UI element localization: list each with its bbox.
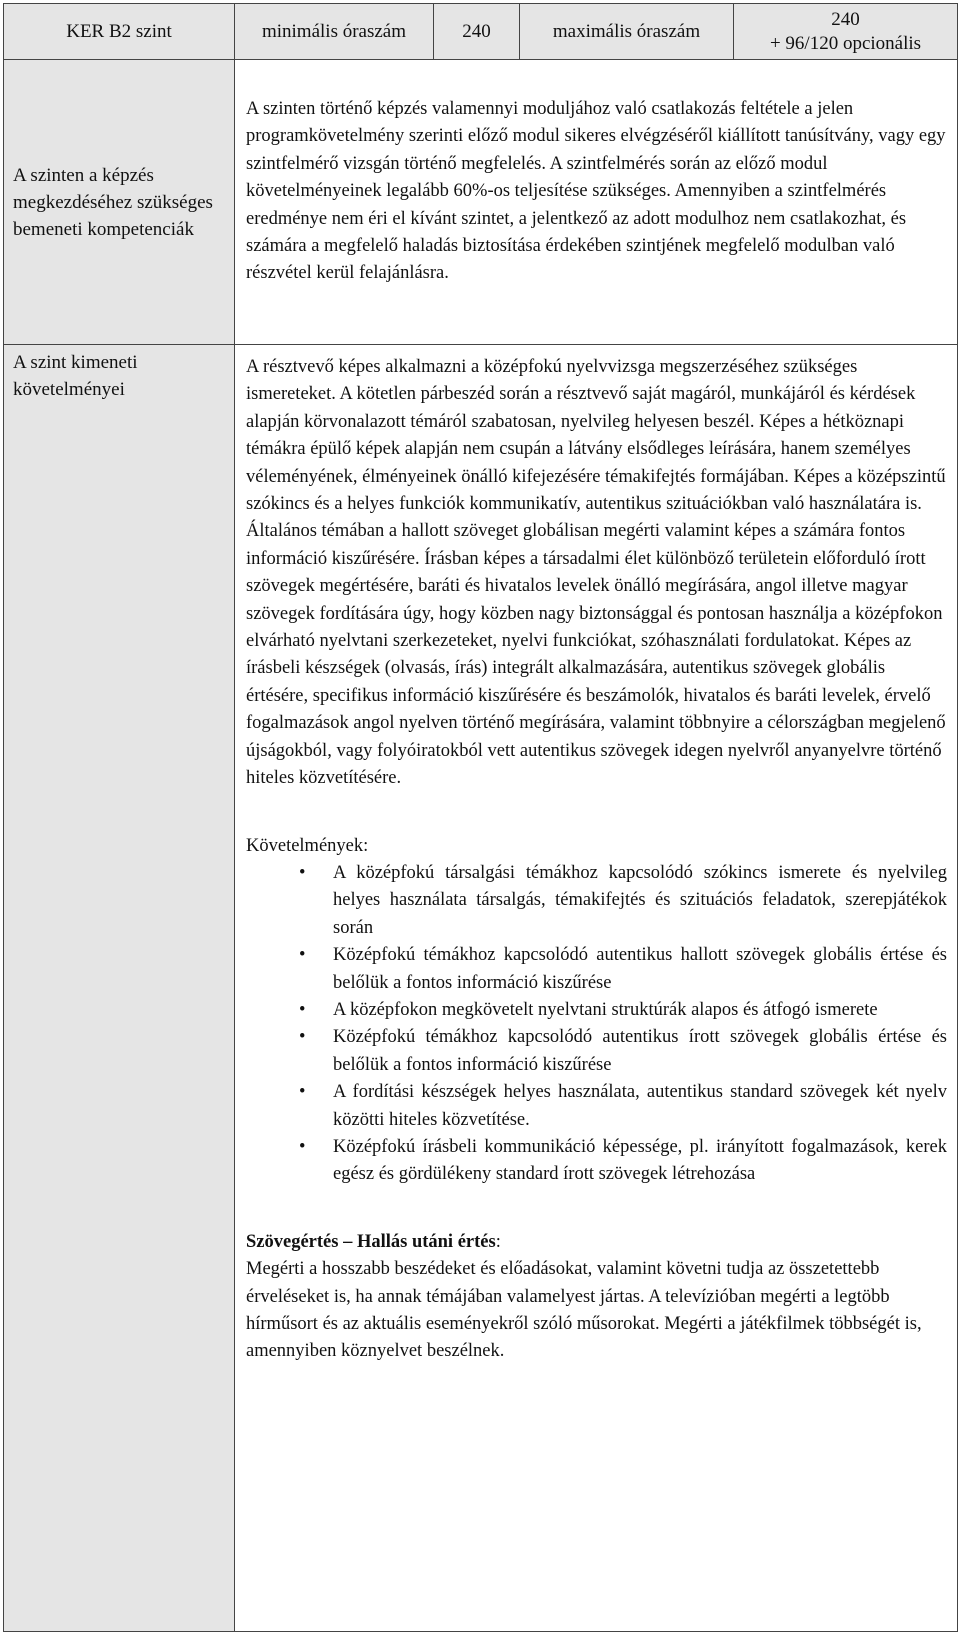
entry-text: A szinten történő képzés valamennyi moduljához való csatlakozás feltétele a jelen programkövetelmény szerinti előző modul sikeres elvégzéséről kiállított tanúsítvány, vagy egy szintfelmérő vizsgán történő megfelelés. A szintfelmérés során az előző modul követelményeinek legalább 60%-os teljesítése szükséges. Amennyiben a szintfelmérés eredménye nem éri el kívánt szintet, a jelentkező az adott modulhoz nem csatlakozhat, és számára a megfelelő haladás biztosítása érdekében szintjének megfelelő modulban való részvétel kerül felajánlásra. [246, 99, 946, 284]
output-intro: A résztvevő képes alkalmazni a középfokú nyelvvizsga megszerzéséhez szükséges ismereteket. A kötetlen párbeszéd során a résztvevő saját magáról, munkájáról és kérdések alapján körvonalazott témáról szabatosan, nyelvileg helyesen beszél. Képes a hétköznapi témákra épülő képek alapján nem csupán a látvány elsődleges leírására, hanem személyes véleményének, élményeinek önálló kifejezésére témakifejtés formájában. Képes a középszintű szókincs és a helyes funkciók kommunikatív, autentikus szituációkban való használatára is. Általános témában a hallott szöveget globálisan megérti valamint képes a számára fontos információ kiszűrésére. Írásban képes a társadalmi élet különböző területein előforduló írott szövegek megértésére, baráti és hivatalos levelek önálló megírására, angol illetve magyar szövegek fordítására úgy, hogy közben nagy biztonsággal és pontosan használja a középfokon elvárható nyelvtani szerkezeteket, nyelvi funkciókat, szóhasználati fordulatokat. Képes az írásbeli készségek (olvasás, írás) integrált alkalmazására, autentikus szövegek globális értésére, specifikus információ kiszűrésére és beszámolók, hivatalos és baráti levelek, érvelő fogalmazások angol nyelven történő megírására, valamint többnyire a célországban megjelenő újságokból, vagy folyóiratokból vett autentikus szövegek idegen nyelvről anyanyelvre történő hiteles közvetítésére. [246, 357, 946, 789]
output-row [3, 345, 958, 1632]
header-row [3, 3, 958, 60]
max-hours-label: maximális óraszám [520, 4, 734, 59]
list-item: • A középfokú társalgási témákhoz kapcsolódó szókincs ismerete és nyelvileg helyes használata társalgás, témakifejtés és szituációs feladatok, szerepjátékok során [333, 860, 947, 942]
entry-label [4, 60, 235, 344]
list-item: • A fordítási készségek helyes használata, autentikus standard szövegek két nyelv közötti hiteles közvetítése. [333, 1079, 947, 1134]
listening-heading: Szövegértés – Hallás utáni értés [246, 1231, 496, 1252]
curriculum-table [3, 3, 958, 1632]
output-content [235, 345, 957, 1631]
output-label-text: A szint kimeneti követelményei [13, 352, 138, 400]
listening-heading-line [246, 1229, 947, 1256]
list-item: • Középfokú írásbeli kommunikáció képessége, pl. irányított fogalmazások, kerek egész és gördülékeny standard írott szövegek létrehozása [333, 1134, 947, 1189]
min-hours-value: 240 [434, 4, 520, 59]
min-hours-label: minimális óraszám [235, 4, 434, 59]
max-hours-line2: + 96/120 opcionális [769, 32, 922, 54]
requirements-list [246, 860, 947, 1189]
entry-label-text: A szinten a képzés megkezdéséhez szükséges bemeneti kompetenciák [13, 164, 213, 240]
list-item: • Középfokú témákhoz kapcsolódó autentikus hallott szövegek globális értése és belőlük a fontos információ kiszűrése [333, 942, 947, 997]
requirements-heading: Követelmények: [246, 835, 369, 856]
output-label [4, 345, 235, 1631]
level-cell: KER B2 szint [4, 4, 235, 59]
entry-content [235, 60, 957, 344]
listening-colon: : [495, 1231, 501, 1252]
listening-text: Megérti a hosszabb beszédeket és előadásokat, valamint követni tudja az összetettebb érveléseket is, ha annak témájában valamelyest jártas. A televízióban megérti a legtöbb hírműsort és az aktuális eseményekről szóló műsorokat. Megérti a játékfilmek többségét is, amennyiben köznyelvet beszélnek. [246, 1259, 922, 1362]
max-hours-line1: 240 [831, 8, 860, 30]
list-item: • Középfokú témákhoz kapcsolódó autentikus írott szövegek globális értése és belőlük a fontos információ kiszűrése [333, 1024, 947, 1079]
max-hours-value [734, 4, 957, 59]
spacer [246, 1189, 947, 1229]
spacer [246, 793, 947, 833]
entry-row [3, 60, 958, 345]
list-item: • A középfokon megkövetelt nyelvtani struktúrák alapos és átfogó ismerete [333, 997, 947, 1024]
